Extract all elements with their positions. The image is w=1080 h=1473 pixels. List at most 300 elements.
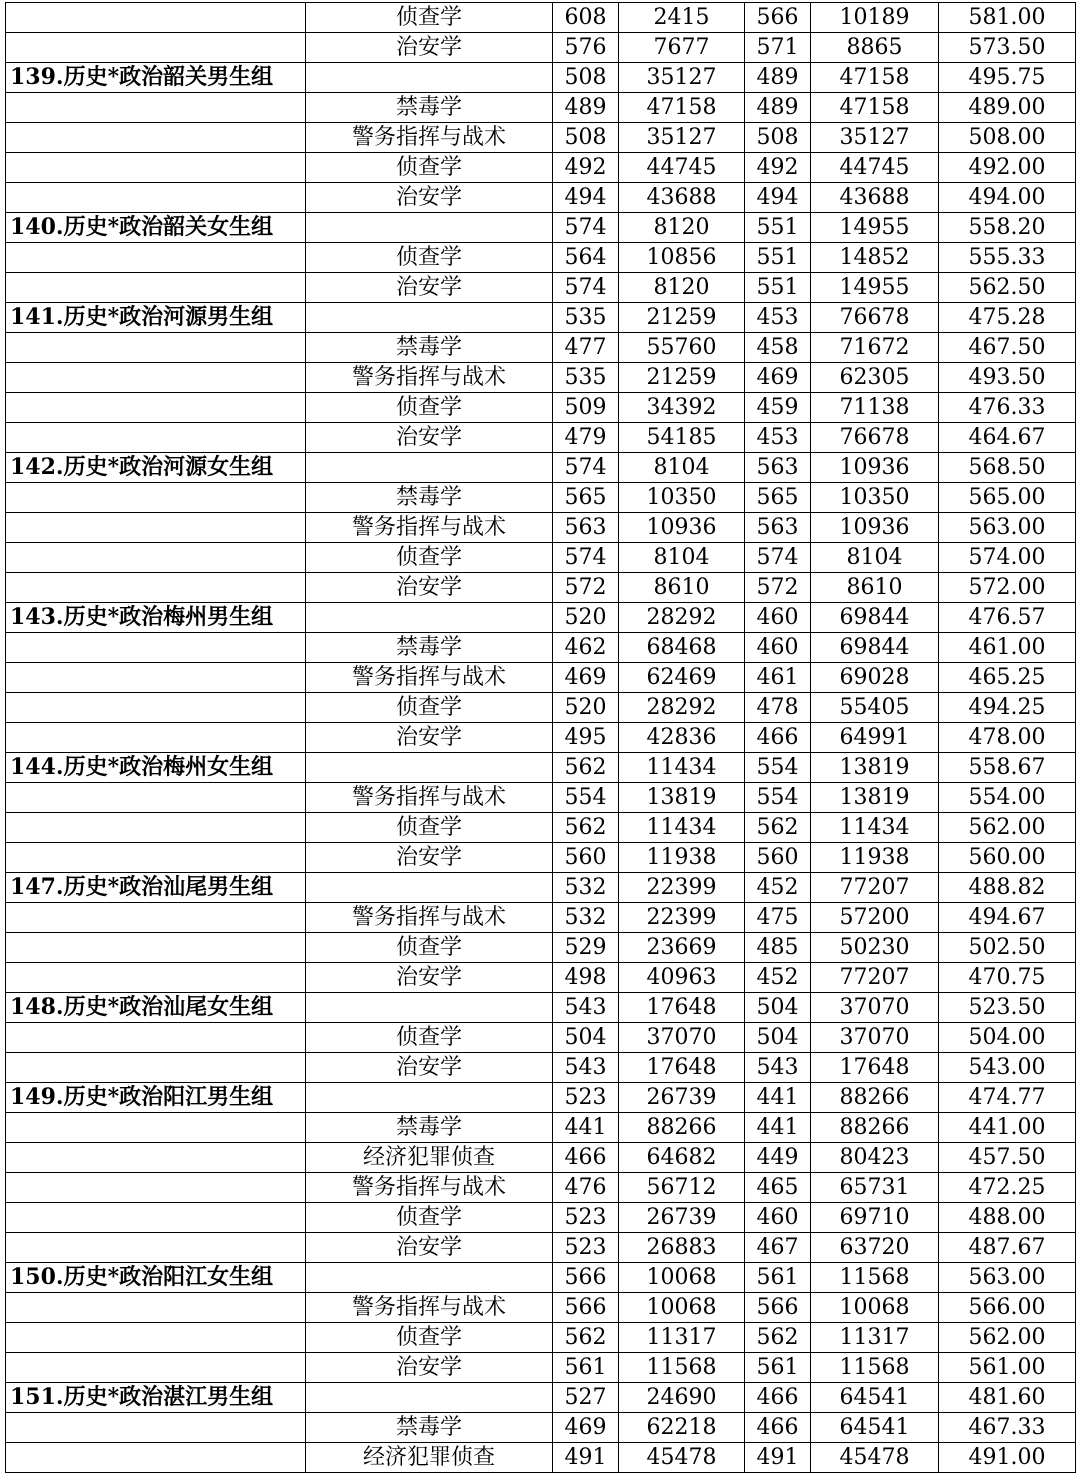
avg-score-cell: 494.67 [939,903,1076,933]
table-row [6,393,1076,423]
group-name-cell [6,393,306,423]
table-row [6,633,1076,663]
group-name-cell [6,543,306,573]
major-name-cell: 警务指挥与战术 [306,663,553,693]
table-row [6,903,1076,933]
max-score-cell: 562 [553,753,619,783]
min-rank-cell: 14852 [811,243,939,273]
group-name-cell: 148.历史*政治汕尾女生组 [6,993,306,1023]
avg-score-cell: 476.33 [939,393,1076,423]
group-name-cell: 144.历史*政治梅州女生组 [6,753,306,783]
min-score-cell: 574 [745,543,811,573]
major-name-cell [306,453,553,483]
max-score-cell: 535 [553,363,619,393]
group-row [6,993,1076,1023]
table-row [6,663,1076,693]
max-score-cell: 554 [553,783,619,813]
table-row [6,1143,1076,1173]
group-row [6,873,1076,903]
avg-score-cell: 441.00 [939,1113,1076,1143]
avg-score-cell: 467.50 [939,333,1076,363]
group-name-cell [6,633,306,663]
group-row [6,1083,1076,1113]
max-score-cell: 529 [553,933,619,963]
min-score-cell: 543 [745,1053,811,1083]
table-row [6,1203,1076,1233]
max-score-cell: 564 [553,243,619,273]
major-name-cell: 警务指挥与战术 [306,1173,553,1203]
min-score-cell: 460 [745,633,811,663]
min-score-cell: 551 [745,273,811,303]
min-rank-cell: 47158 [811,63,939,93]
avg-score-cell: 561.00 [939,1353,1076,1383]
major-name-cell: 治安学 [306,963,553,993]
avg-score-cell: 558.20 [939,213,1076,243]
min-rank-cell: 47158 [811,93,939,123]
group-name-cell: 143.历史*政治梅州男生组 [6,603,306,633]
major-name-cell [306,1083,553,1113]
max-rank-cell: 88266 [619,1113,745,1143]
max-rank-cell: 10936 [619,513,745,543]
major-name-cell: 经济犯罪侦查 [306,1143,553,1173]
min-score-cell: 489 [745,93,811,123]
avg-score-cell: 565.00 [939,483,1076,513]
min-rank-cell: 71672 [811,333,939,363]
min-score-cell: 565 [745,483,811,513]
group-name-cell [6,363,306,393]
max-rank-cell: 62469 [619,663,745,693]
min-score-cell: 460 [745,603,811,633]
table-row [6,1173,1076,1203]
group-name-cell [6,1353,306,1383]
max-score-cell: 498 [553,963,619,993]
max-score-cell: 561 [553,1353,619,1383]
table-row [6,273,1076,303]
max-score-cell: 469 [553,1413,619,1443]
avg-score-cell: 474.77 [939,1083,1076,1113]
min-score-cell: 452 [745,963,811,993]
major-name-cell: 侦查学 [306,933,553,963]
major-name-cell: 禁毒学 [306,483,553,513]
avg-score-cell: 504.00 [939,1023,1076,1053]
min-score-cell: 489 [745,63,811,93]
max-score-cell: 520 [553,603,619,633]
min-rank-cell: 10350 [811,483,939,513]
group-row [6,303,1076,333]
avg-score-cell: 574.00 [939,543,1076,573]
min-rank-cell: 10189 [811,3,939,33]
max-score-cell: 523 [553,1083,619,1113]
table-body [6,3,1076,1473]
max-rank-cell: 40963 [619,963,745,993]
avg-score-cell: 476.57 [939,603,1076,633]
min-score-cell: 561 [745,1263,811,1293]
max-score-cell: 608 [553,3,619,33]
max-rank-cell: 8120 [619,273,745,303]
min-rank-cell: 64541 [811,1383,939,1413]
major-name-cell: 侦查学 [306,1023,553,1053]
min-score-cell: 458 [745,333,811,363]
major-name-cell: 治安学 [306,723,553,753]
avg-score-cell: 508.00 [939,123,1076,153]
min-rank-cell: 11938 [811,843,939,873]
avg-score-cell: 465.25 [939,663,1076,693]
table-row [6,813,1076,843]
min-rank-cell: 11568 [811,1263,939,1293]
max-rank-cell: 10068 [619,1263,745,1293]
table-row [6,573,1076,603]
max-rank-cell: 10856 [619,243,745,273]
min-rank-cell: 80423 [811,1143,939,1173]
group-row [6,1263,1076,1293]
max-score-cell: 560 [553,843,619,873]
group-name-cell: 139.历史*政治韶关男生组 [6,63,306,93]
avg-score-cell: 467.33 [939,1413,1076,1443]
group-name-cell [6,1053,306,1083]
min-rank-cell: 35127 [811,123,939,153]
avg-score-cell: 581.00 [939,3,1076,33]
major-name-cell: 侦查学 [306,153,553,183]
max-score-cell: 495 [553,723,619,753]
max-rank-cell: 22399 [619,903,745,933]
max-rank-cell: 55760 [619,333,745,363]
max-score-cell: 520 [553,693,619,723]
min-rank-cell: 64991 [811,723,939,753]
avg-score-cell: 562.50 [939,273,1076,303]
group-name-cell [6,123,306,153]
min-score-cell: 466 [745,1383,811,1413]
table-row [6,123,1076,153]
min-score-cell: 560 [745,843,811,873]
max-rank-cell: 34392 [619,393,745,423]
max-score-cell: 491 [553,1443,619,1473]
group-name-cell: 140.历史*政治韶关女生组 [6,213,306,243]
avg-score-cell: 475.28 [939,303,1076,333]
max-score-cell: 477 [553,333,619,363]
max-score-cell: 562 [553,813,619,843]
min-rank-cell: 88266 [811,1083,939,1113]
min-rank-cell: 14955 [811,273,939,303]
min-score-cell: 563 [745,453,811,483]
max-rank-cell: 62218 [619,1413,745,1443]
group-name-cell: 142.历史*政治河源女生组 [6,453,306,483]
max-rank-cell: 10068 [619,1293,745,1323]
group-row [6,603,1076,633]
group-name-cell [6,153,306,183]
avg-score-cell: 495.75 [939,63,1076,93]
min-score-cell: 551 [745,243,811,273]
table-row [6,93,1076,123]
group-name-cell [6,1293,306,1323]
avg-score-cell: 457.50 [939,1143,1076,1173]
major-name-cell: 警务指挥与战术 [306,903,553,933]
avg-score-cell: 562.00 [939,813,1076,843]
group-name-cell [6,1443,306,1473]
max-rank-cell: 17648 [619,1053,745,1083]
min-rank-cell: 77207 [811,963,939,993]
avg-score-cell: 563.00 [939,1263,1076,1293]
major-name-cell [306,1383,553,1413]
table-row [6,1293,1076,1323]
major-name-cell: 治安学 [306,183,553,213]
max-score-cell: 504 [553,1023,619,1053]
max-rank-cell: 47158 [619,93,745,123]
avg-score-cell: 568.50 [939,453,1076,483]
table-row [6,153,1076,183]
max-rank-cell: 64682 [619,1143,745,1173]
group-row [6,453,1076,483]
max-score-cell: 566 [553,1293,619,1323]
min-rank-cell: 55405 [811,693,939,723]
min-score-cell: 441 [745,1113,811,1143]
max-rank-cell: 23669 [619,933,745,963]
table-row [6,333,1076,363]
min-rank-cell: 76678 [811,303,939,333]
max-rank-cell: 43688 [619,183,745,213]
group-name-cell [6,1203,306,1233]
max-score-cell: 535 [553,303,619,333]
major-name-cell: 警务指挥与战术 [306,513,553,543]
max-score-cell: 574 [553,273,619,303]
max-rank-cell: 56712 [619,1173,745,1203]
major-name-cell: 治安学 [306,423,553,453]
max-score-cell: 492 [553,153,619,183]
max-rank-cell: 8104 [619,543,745,573]
group-name-cell [6,1413,306,1443]
major-name-cell: 治安学 [306,273,553,303]
group-name-cell [6,783,306,813]
max-score-cell: 462 [553,633,619,663]
min-rank-cell: 37070 [811,1023,939,1053]
min-score-cell: 563 [745,513,811,543]
min-rank-cell: 45478 [811,1443,939,1473]
avg-score-cell: 472.25 [939,1173,1076,1203]
avg-score-cell: 502.50 [939,933,1076,963]
min-score-cell: 475 [745,903,811,933]
min-score-cell: 504 [745,1023,811,1053]
max-score-cell: 523 [553,1203,619,1233]
max-rank-cell: 44745 [619,153,745,183]
min-score-cell: 453 [745,423,811,453]
major-name-cell: 禁毒学 [306,633,553,663]
group-name-cell [6,1143,306,1173]
max-score-cell: 532 [553,903,619,933]
min-rank-cell: 14955 [811,213,939,243]
max-rank-cell: 37070 [619,1023,745,1053]
min-score-cell: 508 [745,123,811,153]
min-score-cell: 465 [745,1173,811,1203]
max-score-cell: 476 [553,1173,619,1203]
group-name-cell [6,843,306,873]
max-score-cell: 479 [553,423,619,453]
group-row [6,213,1076,243]
min-rank-cell: 44745 [811,153,939,183]
min-score-cell: 492 [745,153,811,183]
max-rank-cell: 17648 [619,993,745,1023]
major-name-cell: 侦查学 [306,543,553,573]
group-name-cell [6,573,306,603]
min-rank-cell: 69844 [811,603,939,633]
min-rank-cell: 88266 [811,1113,939,1143]
table-row [6,933,1076,963]
major-name-cell: 禁毒学 [306,93,553,123]
min-score-cell: 466 [745,1413,811,1443]
avg-score-cell: 488.00 [939,1203,1076,1233]
avg-score-cell: 487.67 [939,1233,1076,1263]
max-rank-cell: 8610 [619,573,745,603]
group-name-cell: 147.历史*政治汕尾男生组 [6,873,306,903]
max-rank-cell: 8104 [619,453,745,483]
group-name-cell [6,1023,306,1053]
min-score-cell: 485 [745,933,811,963]
avg-score-cell: 494.25 [939,693,1076,723]
table-row [6,483,1076,513]
group-name-cell [6,723,306,753]
avg-score-cell: 491.00 [939,1443,1076,1473]
group-name-cell [6,483,306,513]
max-rank-cell: 8120 [619,213,745,243]
major-name-cell [306,303,553,333]
table-row [6,963,1076,993]
max-score-cell: 574 [553,213,619,243]
min-rank-cell: 65731 [811,1173,939,1203]
max-score-cell: 508 [553,123,619,153]
group-row [6,1383,1076,1413]
min-score-cell: 467 [745,1233,811,1263]
max-rank-cell: 26739 [619,1083,745,1113]
table-row [6,1323,1076,1353]
group-name-cell [6,1113,306,1143]
avg-score-cell: 481.60 [939,1383,1076,1413]
avg-score-cell: 572.00 [939,573,1076,603]
group-name-cell [6,183,306,213]
major-name-cell: 治安学 [306,1053,553,1083]
major-name-cell: 侦查学 [306,243,553,273]
group-name-cell [6,3,306,33]
max-rank-cell: 2415 [619,3,745,33]
max-score-cell: 509 [553,393,619,423]
major-name-cell [306,1263,553,1293]
group-name-cell [6,693,306,723]
min-score-cell: 466 [745,723,811,753]
min-score-cell: 566 [745,1293,811,1323]
major-name-cell: 禁毒学 [306,1413,553,1443]
group-name-cell [6,1323,306,1353]
min-score-cell: 460 [745,1203,811,1233]
table-row [6,693,1076,723]
avg-score-cell: 523.50 [939,993,1076,1023]
min-score-cell: 449 [745,1143,811,1173]
max-rank-cell: 26883 [619,1233,745,1263]
min-rank-cell: 8610 [811,573,939,603]
max-rank-cell: 13819 [619,783,745,813]
min-rank-cell: 57200 [811,903,939,933]
table-row [6,363,1076,393]
min-rank-cell: 69844 [811,633,939,663]
max-score-cell: 574 [553,543,619,573]
max-rank-cell: 35127 [619,63,745,93]
max-score-cell: 508 [553,63,619,93]
table-row [6,423,1076,453]
min-rank-cell: 10936 [811,453,939,483]
table-row [6,3,1076,33]
max-score-cell: 543 [553,1053,619,1083]
major-name-cell: 警务指挥与战术 [306,363,553,393]
major-name-cell [306,63,553,93]
max-score-cell: 576 [553,33,619,63]
max-rank-cell: 22399 [619,873,745,903]
major-name-cell: 侦查学 [306,393,553,423]
max-score-cell: 466 [553,1143,619,1173]
max-score-cell: 543 [553,993,619,1023]
group-name-cell [6,243,306,273]
major-name-cell: 治安学 [306,1233,553,1263]
max-score-cell: 469 [553,663,619,693]
major-name-cell: 经济犯罪侦查 [306,1443,553,1473]
min-rank-cell: 76678 [811,423,939,453]
group-name-cell: 149.历史*政治阳江男生组 [6,1083,306,1113]
min-rank-cell: 8104 [811,543,939,573]
min-rank-cell: 69028 [811,663,939,693]
table-row [6,1353,1076,1383]
min-rank-cell: 69710 [811,1203,939,1233]
max-rank-cell: 24690 [619,1383,745,1413]
major-name-cell: 侦查学 [306,1323,553,1353]
avg-score-cell: 493.50 [939,363,1076,393]
avg-score-cell: 558.67 [939,753,1076,783]
major-name-cell: 侦查学 [306,1203,553,1233]
max-rank-cell: 10350 [619,483,745,513]
table-row [6,183,1076,213]
min-rank-cell: 71138 [811,393,939,423]
min-rank-cell: 50230 [811,933,939,963]
table-row [6,33,1076,63]
max-rank-cell: 42836 [619,723,745,753]
min-score-cell: 554 [745,753,811,783]
min-rank-cell: 17648 [811,1053,939,1083]
min-rank-cell: 13819 [811,783,939,813]
max-score-cell: 563 [553,513,619,543]
major-name-cell: 治安学 [306,33,553,63]
max-rank-cell: 21259 [619,303,745,333]
table-row [6,1053,1076,1083]
avg-score-cell: 554.00 [939,783,1076,813]
min-score-cell: 562 [745,813,811,843]
avg-score-cell: 566.00 [939,1293,1076,1323]
group-row [6,753,1076,783]
min-rank-cell: 8865 [811,33,939,63]
max-score-cell: 572 [553,573,619,603]
table-row [6,543,1076,573]
group-name-cell [6,1233,306,1263]
major-name-cell: 治安学 [306,573,553,603]
avg-score-cell: 470.75 [939,963,1076,993]
group-name-cell: 150.历史*政治阳江女生组 [6,1263,306,1293]
table-row [6,843,1076,873]
group-name-cell [6,33,306,63]
min-rank-cell: 64541 [811,1413,939,1443]
max-score-cell: 574 [553,453,619,483]
major-name-cell: 治安学 [306,843,553,873]
avg-score-cell: 494.00 [939,183,1076,213]
table-row [6,513,1076,543]
max-rank-cell: 54185 [619,423,745,453]
group-name-cell [6,933,306,963]
avg-score-cell: 478.00 [939,723,1076,753]
table-row [6,1233,1076,1263]
max-rank-cell: 11938 [619,843,745,873]
avg-score-cell: 562.00 [939,1323,1076,1353]
